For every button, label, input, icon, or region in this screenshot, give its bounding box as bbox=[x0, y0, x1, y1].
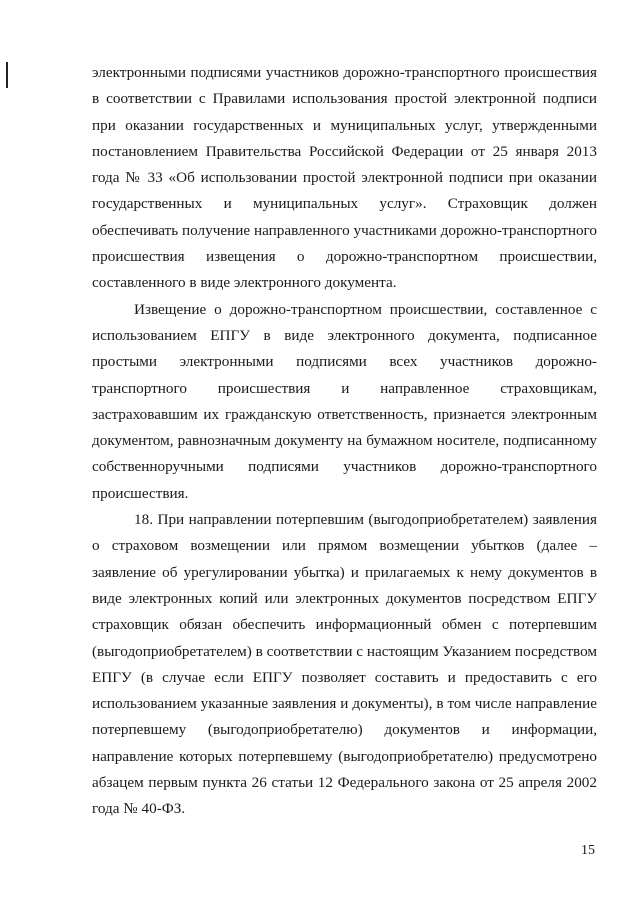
scan-edge-mark bbox=[6, 62, 8, 88]
document-body bbox=[92, 60, 597, 823]
paragraph-continuation: электронными подписями участников дорожно-транспортного происшествия в соответствии с Правилами использования простой электронной подписи при оказании государственных и муниципальных услуг, утвержденными постановлением Правительства Российской Федерации от 25 января 2013 года № 33 «Об использовании простой электронной подписи при оказании государственных и муниципальных услуг». Страховщик должен обеспечивать получение направленного участниками дорожно-транспортного происшествия извещения о дорожно-транспортном происшествии, составленного в виде электронного документа. bbox=[92, 64, 597, 292]
paragraph-notice: Извещение о дорожно-транспортном происшествии, составленное с использованием ЕПГУ в виде электронного документа, подписанное простыми электронными подписями всех участников дорожно-транспортного происшествия и направленное страховщикам, застраховавшим их гражданскую ответственность, признается электронным документом, равнозначным документу на бумажном носителе, подписанному собственноручными подписями участников дорожно-транспортного происшествия. bbox=[92, 300, 597, 502]
paragraph-clause-18: 18. При направлении потерпевшим (выгодоприобретателем) заявления о страховом возмещении или прямом возмещении убытков (далее – заявление об урегулировании убытка) и прилагаемых к нему документов в виде электронных копий или электронных документов посредством ЕПГУ страховщик обязан обеспечить информационный обмен с потерпевшим (выгодоприобретателем) в соответствии с настоящим Указанием посредством ЕПГУ (в случае если ЕПГУ позволяет составить и предоставить с его использованием указанные заявления и документы), в том числе направление потерпевшему (выгодоприобретателю) документов и информации, направление которых потерпевшему (выгодоприобретателю) предусмотрено абзацем первым пункта 26 статьи 12 Федерального закона от 25 апреля 2002 года № 40-ФЗ. bbox=[92, 511, 597, 818]
page-number: 15 bbox=[581, 843, 595, 858]
